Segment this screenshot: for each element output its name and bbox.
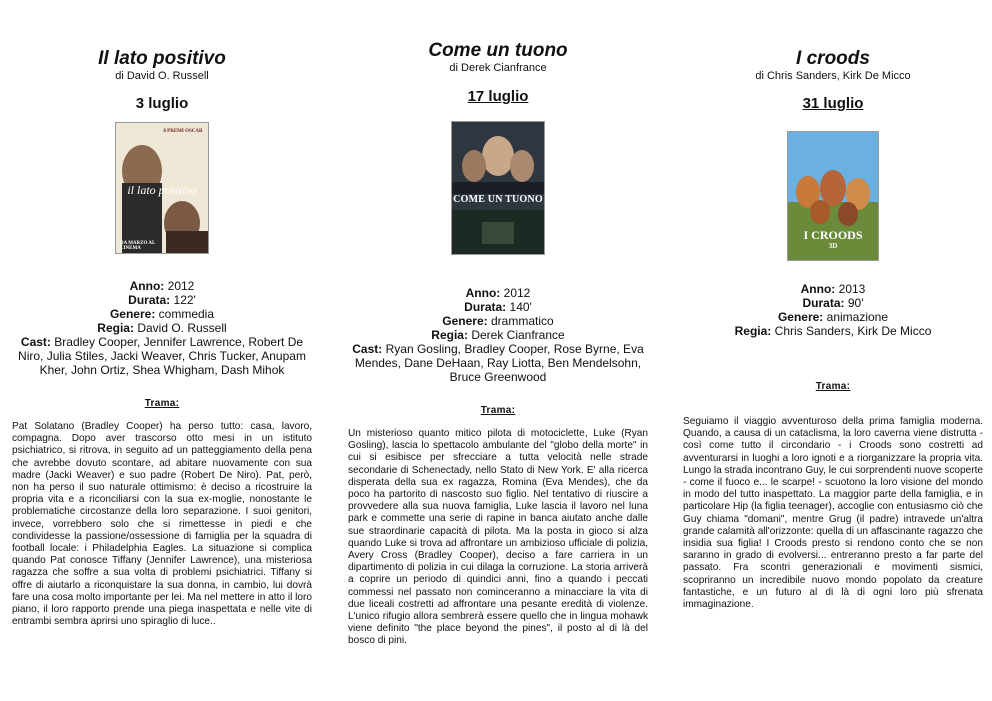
regia-label: Regia: bbox=[97, 321, 134, 335]
genere-value: commedia bbox=[158, 307, 215, 321]
anno-value: 2012 bbox=[167, 279, 195, 293]
genere-value: animazione bbox=[826, 310, 889, 324]
movie-poster bbox=[451, 121, 545, 255]
anno-label: Anno: bbox=[129, 279, 165, 293]
anno-value: 2012 bbox=[503, 286, 531, 300]
film-director: di Derek Cianfrance bbox=[449, 62, 547, 74]
film-title: I croods bbox=[796, 48, 870, 69]
regia-value: Chris Sanders, Kirk De Micco bbox=[774, 324, 932, 338]
durata-value: 122' bbox=[173, 293, 196, 307]
anno-value: 2013 bbox=[838, 282, 866, 296]
cast-label: Cast: bbox=[20, 335, 51, 349]
genere-label: Genere: bbox=[442, 314, 488, 328]
release-date: 31 luglio bbox=[802, 95, 864, 112]
movie-poster bbox=[787, 131, 879, 261]
film-director: di Chris Sanders, Kirk De Micco bbox=[755, 70, 911, 82]
film-director: di David O. Russell bbox=[115, 70, 209, 82]
cast-value: Ryan Gosling, Bradley Cooper, Rose Byrne, Eva Mendes, Dane DeHaan, Ray Liotta, Ben Mendelsohn, Bruce Greenwood bbox=[354, 342, 644, 384]
cast-label: Cast: bbox=[352, 342, 383, 356]
poster-main-text: I CROODS bbox=[803, 228, 863, 242]
genere-label: Genere: bbox=[109, 307, 156, 321]
film-title: Come un tuono bbox=[428, 40, 568, 61]
anno-label: Anno: bbox=[800, 282, 836, 296]
genere-value: drammatico bbox=[491, 314, 554, 328]
anno-label: Anno: bbox=[465, 286, 501, 300]
film-title: Il lato positivo bbox=[98, 48, 226, 69]
trama-heading: Trama: bbox=[144, 398, 180, 409]
durata-label: Durata: bbox=[464, 300, 507, 314]
durata-value: 140' bbox=[509, 300, 532, 314]
poster-top-text: 8 PREMI OSCAR bbox=[163, 129, 203, 134]
poster-bottom-text: DA MARZO AL CINEMA bbox=[120, 241, 156, 251]
durata-value: 90' bbox=[847, 296, 864, 310]
film-meta bbox=[348, 286, 648, 384]
plot-text: Seguiamo il viaggio avventuroso della prima famiglia moderna. Quando, a causa di un cataclisma, la loro caverna viene distrutta - così come tutto il circondario - i Croods sono costretti ad avventurarsi in luoghi a loro ignoti e a riorganizzare la propria vita. Lungo la strada incontrano Guy, le cui sorprendenti nuove scoperte - come il fuoco e... le scarpe! - scuotono la loro visione del mondo in modo del tutto inaspettato. La maggior parte della famiglia, e in particolare Hip (la figlia teenager), accoglie con entusiasmo ciò che Guy chiama "domani", mentre Grug (il padre) intravede un'altra grande calamità all'orizzonte: quella di un affascinante ragazzo che insidia sua figlia! I Croods presto si rendono conto che se non saranno in grado di evolversi... entreranno presto a far parte del passato. Fra scontri generazionali e movimenti sismici, scopriranno un incredibile nuovo mondo popolato da creature fantastiche, e un futuro al di là di ogni loro più sfrenata immaginazione. bbox=[683, 416, 984, 611]
plot-text: Un misterioso quanto mitico pilota di motociclette, Luke (Ryan Gosling), lascia lo spettacolo ambulante del "globo della morte" in cui si esibisce per sfrecciare a tutta velocità nelle strade secondarie di Schenectady, nello Stato di New York. E' alla ricerca disperata della sua ex ragazza, Romina (Eva Mendes), che da poco ha partorito di nascosto suo figlio. Nel tentativo di riuscire a provvedere alla sua nuova famiglia, Luke lascia il lavoro nel luna park e commette una serie di rapine in banca aiutato anche dalle sue straordinarie capacità di pilota. Ma la posta in gioco si alza quando Luke si trova ad affrontare un ambizioso ufficiale di polizia, Avery Cross (Bradley Cooper), deciso a fare carriera in un dipartimento di polizia in cui dilaga la corruzione. La storia arriverà a coprire un periodo di quindici anni, fino a quando i peccati commessi nel passato non cominceranno a minacciare la vita di due liceali costretti ad affrontare una pesante eredità di violenze. L'unico rifugio allora sembrerà essere quello che in lingua mohawk viene definito "the place beyond the pines", il posto al di là del bosco di pini. bbox=[348, 428, 648, 647]
film-meta bbox=[683, 282, 983, 338]
poster-artwork bbox=[452, 122, 544, 254]
trama-heading: Trama: bbox=[480, 405, 516, 416]
trama-heading: Trama: bbox=[815, 381, 851, 392]
poster-bottom-text: 3D bbox=[828, 242, 838, 250]
genere-label: Genere: bbox=[777, 310, 824, 324]
regia-label: Regia: bbox=[734, 324, 772, 338]
cast-value: Bradley Cooper, Jennifer Lawrence, Robert De Niro, Julia Stiles, Jacki Weaver, Chris Tucker, Anupam Kher, John Ortiz, Shea Whigham, Dash Mihok bbox=[18, 335, 306, 377]
release-date: 17 luglio bbox=[467, 88, 529, 105]
regia-value: Derek Cianfrance bbox=[471, 328, 565, 342]
regia-value: David O. Russell bbox=[137, 321, 227, 335]
durata-label: Durata: bbox=[128, 293, 171, 307]
poster-main-text: COME UN TUONO bbox=[453, 194, 543, 205]
poster-main-text: il lato positivo bbox=[127, 183, 197, 197]
film-meta bbox=[12, 279, 312, 377]
regia-label: Regia: bbox=[431, 328, 468, 342]
plot-text: Pat Solatano (Bradley Cooper) ha perso tutto: casa, lavoro, compagna. Dopo aver trascorso otto mesi in un istituto psichiatrico, si ritrova, in seguito ad un patteggiamento della pena che avrebbe dovuto scontare, ad abitare nuovamente con sua madre (Jacki Weaver) e suo padre (Robert De Niro). Pat, però, non ha perso il suo naturale ottimismo: è deciso a ricostruire la propria vita e a riconciliarsi con la sua ex-moglie, nonostante le problematiche circostanze della loro separazione. I suoi genitori, invece, vorrebbero solo che si rimettesse in piedi e che condividesse la passione/ossessione di famiglia per la squadra di football locale: i Philadelphia Eagles. La situazione si complica quando Pat conosce Tiffany (Jennifer Lawrence), una misteriosa ragazza che soffre a sua volta di problemi psichiatrici. Tiffany si offre di aiutarlo a riconquistare la sua donna, in cambio, lui dovrà fare una cosa molto importante per lei. Ma nel mettere in atto il loro piano, il loro rapporto prende una piega inaspettata e nelle vite di entrambi sembra aprirsi uno spiraglio di luce.. bbox=[12, 421, 312, 628]
release-date: 3 luglio bbox=[135, 95, 189, 112]
durata-label: Durata: bbox=[802, 296, 845, 310]
movie-poster bbox=[115, 122, 209, 254]
